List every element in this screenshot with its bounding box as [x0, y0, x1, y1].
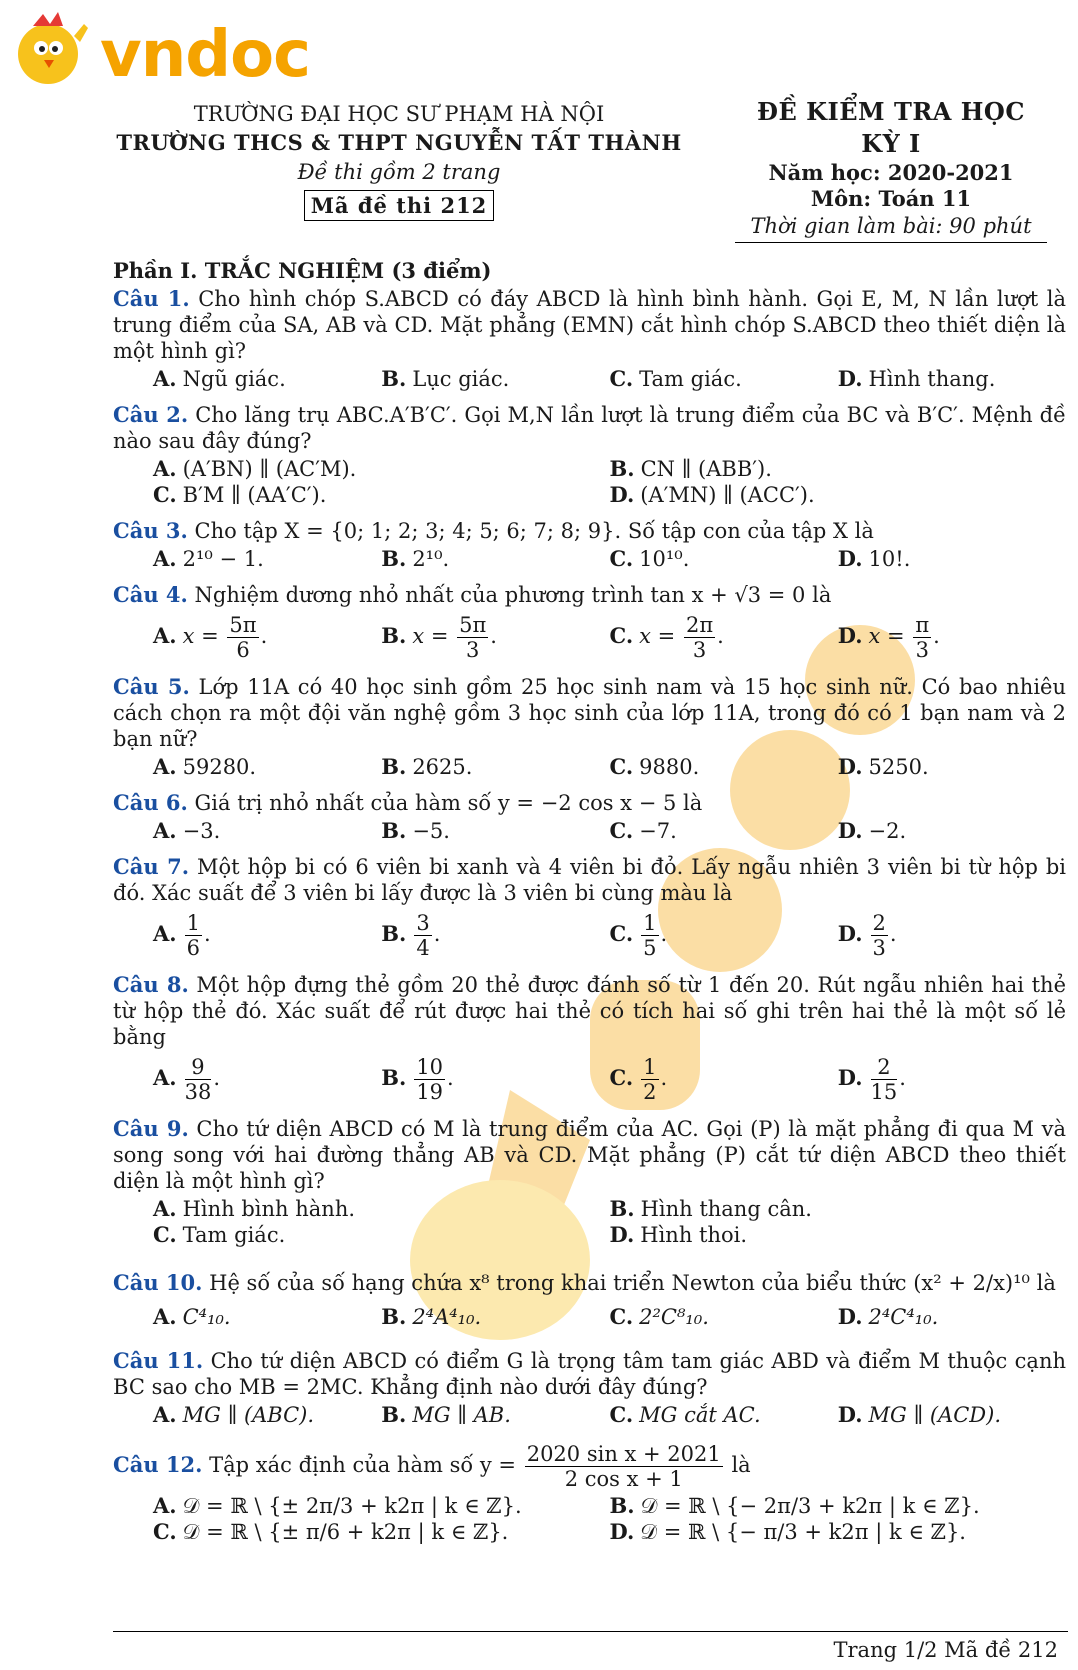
answer-d[interactable]: D. −2. [837, 818, 907, 843]
question-number: Câu 2. [113, 402, 189, 427]
answers-2 [113, 456, 1066, 508]
exam-content [113, 258, 1066, 1545]
question-text: Tập xác định của hàm số y = [209, 1453, 517, 1477]
answers-10 [113, 1304, 1066, 1330]
answer-a[interactable]: A. (A′BN) ∥ (AC′M). [153, 456, 357, 481]
answer-d[interactable]: D. 𝒟 = ℝ \ {− π/3 + k2π | k ∈ ℤ}. [609, 1519, 966, 1544]
question-5 [113, 674, 1066, 752]
answer-a[interactable]: A. Hình bình hành. [153, 1196, 356, 1221]
duration: Thời gian làm bài: 90 phút [735, 212, 1047, 243]
university-name: TRƯỜNG ĐẠI HỌC SƯ PHẠM HÀ NỘI [193, 102, 605, 126]
answer-c[interactable]: C. $\frac{1}{5}$ . [609, 910, 668, 960]
question-text: Một hộp đựng thẻ gồm 20 thẻ được đánh số từ 1 đến 20. Rút ngẫu nhiên hai thẻ từ hộp thẻ đó. Xác suất để rút được hai thẻ có tích hai số ghi trên hai thẻ là một số lẻ bằng [113, 973, 1067, 1049]
exam-code: Mã đề thi 212 [304, 190, 495, 221]
footer-divider [113, 1631, 1068, 1632]
answer-c[interactable]: C. x = $\frac{2\pi}{3}$ . [609, 612, 724, 662]
answer-b[interactable]: B. Hình thang cân. [609, 1196, 812, 1221]
answer-a[interactable]: A. C⁴₁₀. [153, 1304, 231, 1329]
exam-title: ĐỀ KIỂM TRA HỌC KỲ I [757, 97, 1025, 158]
question-number: Câu 7. [113, 854, 190, 879]
question-2 [113, 402, 1066, 454]
answer-a[interactable]: A. x = $\frac{5\pi}{6}$ . [153, 612, 268, 662]
header-left [104, 100, 694, 221]
answer-a[interactable]: A. MG ∥ (ABC). [153, 1402, 315, 1427]
vndoc-logo [8, 6, 338, 90]
subject: Môn: Toán 11 [810, 186, 972, 211]
answer-b[interactable]: B. Lục giác. [381, 366, 510, 391]
question-3 [113, 518, 1066, 544]
answer-a[interactable]: A. 59280. [153, 754, 257, 779]
answer-c[interactable]: C. MG cắt AC. [609, 1402, 761, 1427]
question-number: Câu 11. [113, 1348, 204, 1373]
question-text: Giá trị nhỏ nhất của hàm số y = −2 cos x − 5 là [194, 791, 703, 815]
domain-fraction: $\frac{\text{2020 sin x + 2021}}{\text{2 cos x + 1}}$ [526, 1442, 721, 1491]
question-text: Cho tập X = {0; 1; 2; 3; 4; 5; 6; 7; 8; 9}. Số tập con của tập X là [194, 519, 874, 543]
question-7 [113, 854, 1066, 906]
answers-7 [113, 908, 1066, 962]
answer-a[interactable]: A. $\frac{9}{38}$ . [153, 1054, 221, 1104]
answers-4 [113, 610, 1066, 664]
answer-d[interactable]: D. MG ∥ (ACD). [837, 1402, 1001, 1427]
answer-d[interactable]: D. (A′MN) ∥ (ACC′). [609, 482, 815, 507]
answer-d[interactable]: D. 5250. [837, 754, 929, 779]
question-number: Câu 12. [113, 1452, 203, 1477]
pages-note: Đề thi gồm 2 trang [297, 160, 501, 184]
answer-b[interactable]: B. 2625. [381, 754, 473, 779]
answer-a[interactable]: A. 2¹⁰ − 1. [153, 546, 264, 571]
answer-c[interactable]: C. 2²C⁸₁₀. [609, 1304, 709, 1329]
answer-a[interactable]: A. $\frac{1}{6}$ . [153, 910, 211, 960]
question-4 [113, 582, 1066, 608]
question-text: Hệ số của số hạng chứa x⁸ trong khai triển Newton của biểu thức (x² + 2/x)¹⁰ là [209, 1271, 1056, 1295]
question-6 [113, 790, 1066, 816]
question-12: Câu 12. Tập xác định của hàm số y = $\frac{\text{2020 sin x + 2021}}{\text{2 cos x + 1}}$ là [113, 1442, 751, 1491]
question-text: Cho tứ diện ABCD có M là trung điểm của AC. Gọi (P) là mặt phẳng đi qua M và song song với hai đường thẳng AB và CD. Mặt phẳng (P) cắt tứ diện ABCD theo thiết diện là một hình gì? [113, 1117, 1067, 1193]
answer-b[interactable]: B. $\frac{3}{4}$ . [381, 910, 441, 960]
answer-c[interactable]: C. Tam giác. [153, 1222, 286, 1247]
answer-d[interactable]: D. 2⁴C⁴₁₀. [837, 1304, 939, 1329]
question-number: Câu 8. [113, 972, 189, 997]
answer-b[interactable]: B. MG ∥ AB. [381, 1402, 511, 1427]
answer-a[interactable]: A. −3. [153, 818, 221, 843]
logo-text: vndoc [100, 18, 310, 92]
answer-b[interactable]: B. $\frac{10}{19}$ . [381, 1054, 454, 1104]
question-9 [113, 1116, 1066, 1194]
answer-c[interactable]: C. 9880. [609, 754, 700, 779]
answer-c[interactable]: C. 10¹⁰. [609, 546, 690, 571]
answer-b[interactable]: B. 2⁴A⁴₁₀. [381, 1304, 482, 1329]
question-number: Câu 4. [113, 582, 188, 607]
header-right [735, 96, 1047, 243]
question-text: Một hộp bi có 6 viên bi xanh và 4 viên bi đỏ. Lấy ngẫu nhiên 3 viên bi từ hộp bi đó. Xác suất để 3 viên bi lấy được là 3 viên bi cùng màu là [113, 855, 1066, 905]
question-text: Cho lăng trụ ABC.A′B′C′. Gọi M,N lần lượt là trung điểm của BC và B′C′. Mệnh đề nào sau đây đúng? [113, 403, 1067, 453]
question-number: Câu 1. [113, 286, 190, 311]
answers-5 [113, 754, 1066, 780]
school-name: TRƯỜNG THCS & THPT NGUYỄN TẤT THÀNH [116, 130, 682, 155]
answers-9 [113, 1196, 1066, 1248]
question-number: Câu 6. [113, 790, 188, 815]
answer-c[interactable]: C. $\frac{1}{2}$ . [609, 1054, 668, 1104]
question-number: Câu 3. [113, 518, 188, 543]
answer-b[interactable]: B. −5. [381, 818, 450, 843]
question-text: Nghiệm dương nhỏ nhất của phương trình tan x + √3 = 0 là [194, 583, 832, 607]
answer-d[interactable]: D. $\frac{2}{3}$ . [837, 910, 897, 960]
answers-12 [113, 1493, 1066, 1545]
answer-c[interactable]: C. Tam giác. [609, 366, 742, 391]
question-number: Câu 10. [113, 1270, 203, 1295]
answer-a[interactable]: A. Ngũ giác. [153, 366, 286, 391]
question-1 [113, 286, 1066, 364]
answers-8 [113, 1052, 1066, 1106]
answer-b[interactable]: B. x = $\frac{5\pi}{3}$ . [381, 612, 497, 662]
question-text: Cho hình chóp S.ABCD có đáy ABCD là hình bình hành. Gọi E, M, N lần lượt là trung điểm của SA, AB và CD. Mặt phẳng (EMN) cắt hình chóp S.ABCD theo thiết diện là một hình gì? [113, 287, 1066, 363]
answer-d[interactable]: D. $\frac{2}{15}$ . [837, 1054, 906, 1104]
question-11 [113, 1348, 1066, 1400]
answer-b[interactable]: B. 2¹⁰. [381, 546, 450, 571]
answers-1 [113, 366, 1066, 392]
question-number: Câu 5. [113, 674, 190, 699]
answer-c[interactable]: C. B′M ∥ (AA′C′). [153, 482, 327, 507]
question-10 [113, 1270, 1066, 1296]
answer-a[interactable]: A. 𝒟 = ℝ \ {± 2π/3 + k2π | k ∈ ℤ}. [153, 1493, 522, 1518]
answers-6 [113, 818, 1066, 844]
answer-d[interactable]: D. Hình thoi. [609, 1222, 748, 1247]
answer-d[interactable]: D. x = $\frac{\pi}{3}$ . [837, 612, 940, 662]
page-footer: Trang 1/2 Mã đề 212 [833, 1638, 1058, 1662]
part-title: Phần I. TRẮC NGHIỆM (3 điểm) [113, 258, 492, 283]
answer-b[interactable]: B. 𝒟 = ℝ \ {− 2π/3 + k2π | k ∈ ℤ}. [609, 1493, 980, 1518]
answer-d[interactable]: D. Hình thang. [837, 366, 996, 391]
answer-d[interactable]: D. 10!. [837, 546, 911, 571]
answer-b[interactable]: B. CN ∥ (ABB′). [609, 456, 772, 481]
question-text: Cho tứ diện ABCD có điểm G là trọng tâm tam giác ABD và điểm M thuộc cạnh BC sao cho MB = 2MC. Khẳng định nào dưới đây đúng? [113, 1349, 1066, 1399]
answers-3 [113, 546, 1066, 572]
answer-c[interactable]: C. 𝒟 = ℝ \ {± π/6 + k2π | k ∈ ℤ}. [153, 1519, 509, 1544]
question-text: Lớp 11A có 40 học sinh gồm 25 học sinh nam và 15 học sinh nữ. Có bao nhiêu cách chọn ra một đội văn nghệ gồm 3 học sinh của lớp 11A, trong đó có 1 bạn nam và 2 bạn nữ? [113, 675, 1066, 751]
question-number: Câu 9. [113, 1116, 189, 1141]
answer-c[interactable]: C. −7. [609, 818, 677, 843]
school-year: Năm học: 2020-2021 [768, 160, 1014, 185]
chick-mascot-icon [8, 6, 94, 90]
question-8 [113, 972, 1066, 1050]
answers-11 [113, 1402, 1066, 1428]
